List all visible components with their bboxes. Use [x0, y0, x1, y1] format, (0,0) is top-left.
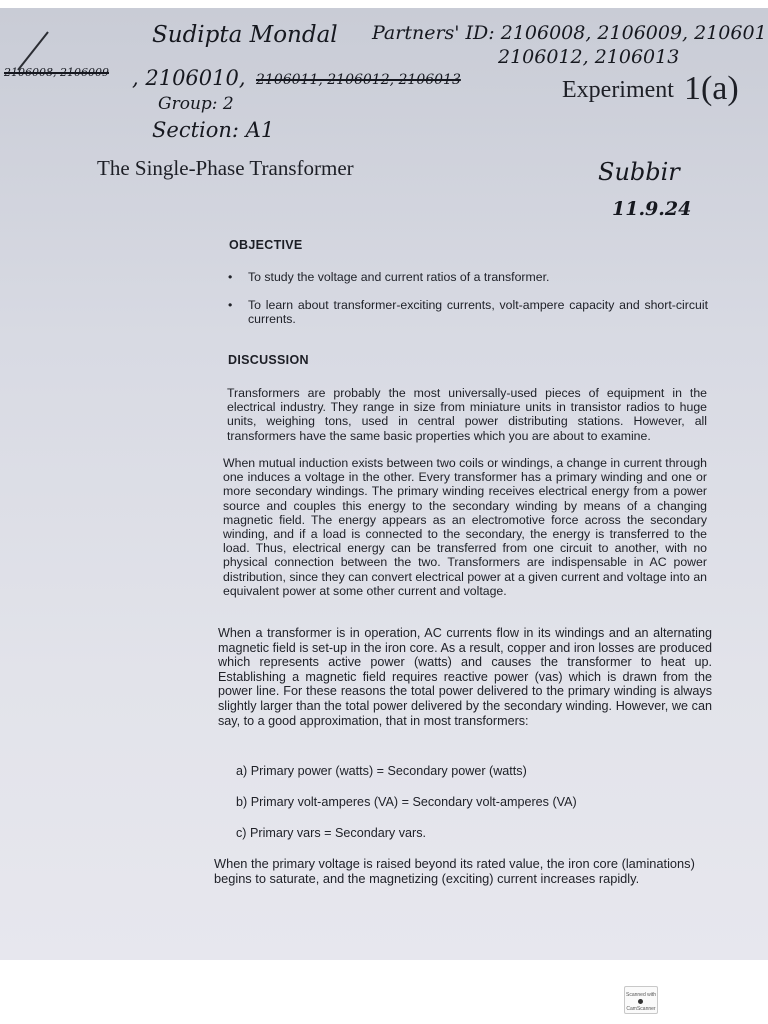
- discussion-heading: DISCUSSION: [228, 353, 309, 367]
- watermark-line2: CamScanner: [625, 999, 657, 1013]
- document-title: The Single-Phase Transformer: [97, 156, 354, 180]
- objective-bullet-1: [228, 270, 708, 284]
- own-id: , 2106010,: [132, 66, 246, 90]
- struck-ids: 2106008, 2106009: [4, 66, 109, 79]
- section-label: Section: A1: [152, 118, 275, 142]
- signature-date: 11.9.24: [612, 198, 692, 220]
- camscanner-icon: [638, 999, 643, 1004]
- camscanner-watermark: [624, 986, 658, 1014]
- bullet-dot: •: [228, 298, 233, 312]
- objective-bullet-text: To learn about transformer-exciting currents, volt-ampere capacity and short-circuit currents.: [248, 298, 708, 326]
- discussion-paragraph-2: When mutual induction exists between two coils or windings, a change in current through one induces a voltage in the other. Every transformer has a primary winding and one or more secondary windings. The primary winding receives electrical energy from a power source and couples this energy to the secondary winding by means of a changing magnetic field. The energy appears as an electromotive force across the secondary winding, and if a load is connected to the secondary, the energy is transferred to the load. Thus, electrical energy can be transferred from one circuit to another, with no physical connection between the two. Transformers are indispensable in AC power distribution, since they can convert electrical power at a given current and voltage into an equivalent power at some other current and voltage.: [223, 456, 707, 598]
- experiment-number: 1(a): [683, 70, 739, 107]
- partners-ids-line2: 2106012, 2106013: [498, 46, 680, 68]
- closing-paragraph: When the primary voltage is raised beyond its rated value, the iron core (laminations) begins to saturate, and the magnetizing (exciting) current increases rapidly.: [214, 856, 695, 886]
- watermark-line1: Scanned with: [625, 992, 657, 998]
- objective-bullet-text: To study the voltage and current ratios of a transformer.: [248, 270, 550, 284]
- group-label: Group: 2: [158, 94, 234, 114]
- experiment-label: Experiment 1(a): [562, 70, 739, 107]
- equivalence-item-b: b) Primary volt-amperes (VA) = Secondary volt-amperes (VA): [236, 795, 577, 809]
- bullet-dot: •: [228, 270, 233, 284]
- objective-heading: OBJECTIVE: [229, 238, 303, 252]
- discussion-paragraph-1: Transformers are probably the most universally-used pieces of equipment in the electrical industry. They range in size from miniature units in transistor radios to huge units, weighing tons, used in central power distributing stations. However, all transformers have the same basic properties which you are about to examine.: [227, 386, 707, 443]
- student-name: Sudipta Mondal: [152, 22, 338, 48]
- scanned-page: [0, 8, 768, 960]
- equivalence-item-c: c) Primary vars = Secondary vars.: [236, 826, 427, 840]
- struck-ids-2: 2106011, 2106012, 2106013: [256, 72, 461, 88]
- equivalence-item-a: a) Primary power (watts) = Secondary power (watts): [236, 764, 527, 778]
- discussion-paragraph-3: When a transformer is in operation, AC currents flow in its windings and an alternating magnetic field is set-up in the iron core. As a result, copper and iron losses are produced which represents active power (watts) and causes the transformer to heat up. Establishing a magnetic field requires reactive power (vas) which is drawn from the power line. For these reasons the total power delivered to the primary winding is always slightly larger than the total power delivered by the secondary winding. However, we can say, to a good approximation, that in most transformers:: [218, 626, 712, 728]
- signature: Subbir: [598, 158, 680, 186]
- partners-ids-line1: Partners' ID: 2106008, 2106009, 210601: [372, 22, 767, 44]
- objective-bullet-2: [228, 298, 708, 326]
